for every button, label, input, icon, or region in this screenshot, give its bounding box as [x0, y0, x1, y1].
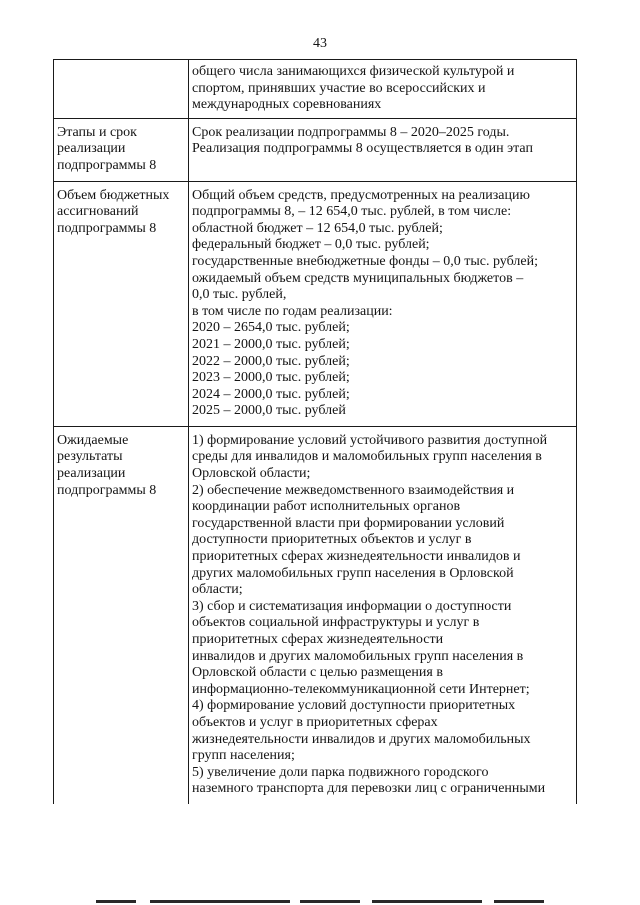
content-cell — [189, 426, 577, 804]
table-row — [54, 181, 577, 426]
content-line: других маломобильных групп населения в Орловской — [192, 565, 514, 581]
label-line: Этапы и срок — [57, 124, 137, 140]
label-line: Объем бюджетных — [57, 187, 170, 203]
label-cell — [54, 118, 189, 181]
content-line: 2022 – 2000,0 тыс. рублей; — [192, 353, 350, 369]
content-line: в том числе по годам реализации: — [192, 303, 393, 319]
table-row — [54, 60, 577, 119]
content-line: Общий объем средств, предусмотренных на реализацию — [192, 187, 530, 203]
passport-table — [53, 59, 577, 804]
content-line: ожидаемый объем средств муниципальных бюджетов – — [192, 270, 524, 286]
content-line: жизнедеятельности инвалидов и других маломобильных — [192, 731, 531, 747]
content-line: объектов социальной инфраструктуры и услуг в — [192, 615, 480, 631]
content-line: доступности приоритетных объектов и услуг в — [192, 532, 472, 548]
content-line: объектов и услуг в приоритетных сферах — [192, 714, 438, 730]
content-line: 2020 – 2654,0 тыс. рублей; — [192, 320, 350, 336]
content-line: 2021 – 2000,0 тыс. рублей; — [192, 336, 350, 352]
content-line: 2025 – 2000,0 тыс. рублей — [192, 403, 346, 419]
content-cell — [189, 60, 577, 119]
label-cell — [54, 426, 189, 804]
label-line: реализации — [57, 466, 126, 482]
content-cell — [189, 181, 577, 426]
content-line: координации работ исполнительных органов — [192, 499, 461, 515]
content-line: государственные внебюджетные фонды – 0,0 тыс. рублей; — [192, 253, 538, 269]
content-line: государственной власти при формировании условий — [192, 515, 505, 531]
scan-edge-marks — [0, 892, 640, 905]
content-line: приоритетных сферах жизнедеятельности инвалидов и — [192, 549, 521, 565]
table-body — [54, 60, 577, 804]
content-line: Орловской области с целью размещения в — [192, 665, 443, 681]
content-line: 2023 – 2000,0 тыс. рублей; — [192, 370, 350, 386]
content-line: федеральный бюджет – 0,0 тыс. рублей; — [192, 237, 430, 253]
label-cell — [54, 181, 189, 426]
content-line: международных соревнованиях — [192, 97, 382, 113]
content-line: 1) формирование условий устойчивого развития доступной — [192, 432, 548, 448]
content-line: Орловской области; — [192, 466, 311, 482]
content-line: наземного транспорта для перевозки лиц с ограниченными — [192, 781, 546, 797]
label-line: результаты — [57, 449, 123, 465]
label-line: подпрограммы 8 — [57, 220, 157, 236]
content-line: общего числа занимающихся физической культурой и — [192, 64, 515, 79]
content-line: 4) формирование условий доступности приоритетных — [192, 698, 516, 714]
content-line: 2) обеспечение межведомственного взаимодействия и — [192, 482, 515, 498]
label-line: подпрограммы 8 — [57, 482, 157, 498]
content-line: 3) сбор и систематизация информации о доступности — [192, 598, 512, 614]
content-line: 5) увеличение доли парка подвижного городского — [192, 764, 489, 780]
table-row — [54, 426, 577, 804]
label-line: реализации — [57, 141, 126, 157]
content-line: спортом, принявших участие во всероссийских и — [192, 80, 486, 96]
content-line: области; — [192, 582, 243, 598]
label-line: ассигнований — [57, 204, 139, 220]
content-cell — [189, 118, 577, 181]
content-line: информационно-телекоммуникационной сети Интернет; — [192, 681, 530, 697]
label-line: Ожидаемые — [57, 432, 129, 448]
content-line: Срок реализации подпрограммы 8 – 2020–2025 годы. — [192, 124, 510, 140]
table-row — [54, 118, 577, 181]
page-number: 43 — [313, 36, 327, 51]
label-cell — [54, 60, 189, 119]
content-line: подпрограммы 8, – 12 654,0 тыс. рублей, в том числе: — [192, 204, 512, 220]
label-line: подпрограммы 8 — [57, 157, 157, 173]
content-line: среды для инвалидов и маломобильных групп населения в — [192, 449, 542, 465]
content-line: областной бюджет – 12 654,0 тыс. рублей; — [192, 220, 443, 236]
content-line: Реализация подпрограммы 8 осуществляется в один этап — [192, 141, 533, 157]
content-line: приоритетных сферах жизнедеятельности — [192, 632, 444, 647]
content-line: 2024 – 2000,0 тыс. рублей; — [192, 386, 350, 402]
content-line: групп населения; — [192, 748, 295, 764]
content-line: 0,0 тыс. рублей, — [192, 287, 287, 303]
content-line: инвалидов и других маломобильных групп населения в — [192, 648, 524, 664]
